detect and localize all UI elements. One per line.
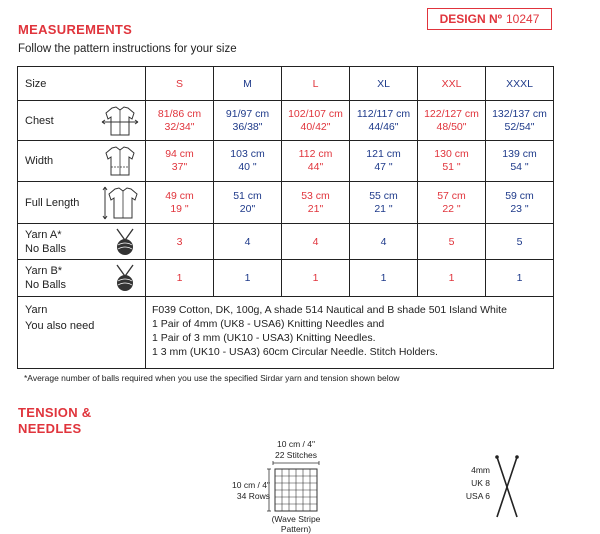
swatch-pattern-label: (Wave Stripe [271,514,321,524]
design-label: DESIGN Nº [439,12,502,26]
design-number-box [427,8,552,30]
cardigan-chest-icon [101,105,139,137]
swatch-stitches-label: 22 Stitches [274,450,318,460]
yarn-b-cell: 1 [418,260,486,297]
tension-swatch-grid [263,461,329,513]
yarn-ball-icon [111,263,139,293]
swatch-height-label: 10 cm / 4" [232,480,270,490]
length-cell: 55 cm 21 " [350,182,418,224]
yarn-a-cell: 5 [486,224,554,260]
size-row [18,67,554,101]
width-cell: 121 cm 47 " [350,141,418,182]
length-cell: 53 cm 21" [282,182,350,224]
size-header: XXXL [486,67,554,101]
chest-cell: 102/107 cm 40/42" [282,101,350,141]
length-cell: 59 cm 23 " [486,182,554,224]
yarn-description: F039 Cotton, DK, 100g, A shade 514 Nautical and B shade 501 Island White [152,304,507,316]
width-row [18,141,554,182]
yarn-a-row [18,224,554,260]
needles-heading: NEEDLES [18,421,82,436]
yarn-label: Yarn [25,304,48,316]
yarn-b-cell: 1 [214,260,282,297]
chest-cell: 91/97 cm 36/38" [214,101,282,141]
yarn-a-cell: 5 [418,224,486,260]
yarn-b-cell: 1 [146,260,214,297]
chest-label: Chest [25,114,54,127]
measurements-heading: MEASUREMENTS [18,22,133,37]
yarn-info-row [18,297,554,369]
yarn-b-row [18,260,554,297]
swatch-rows-label: 34 Rows [236,491,270,501]
yarn-a-cell: 4 [214,224,282,260]
size-header: M [214,67,282,101]
size-header: S [146,67,214,101]
yarn-b-label: Yarn B* [25,265,63,277]
length-label: Full Length [25,196,80,209]
size-label: Size [18,67,146,101]
needle-mm-label: 4mm [471,465,490,475]
cardigan-length-icon [101,185,139,221]
yarn-a-cell: 3 [146,224,214,260]
width-cell: 112 cm 44" [282,141,350,182]
tension-heading: TENSION & [18,405,92,420]
chest-cell: 122/127 cm 48/50" [418,101,486,141]
footnote: *Average number of balls required when you use the specified Sirdar yarn and tension shown below [24,373,400,383]
yarn-a-label: Yarn A* [25,228,62,241]
yarn-b-cell: 1 [282,260,350,297]
chest-cell: 112/117 cm 44/46" [350,101,418,141]
width-cell: 130 cm 51 " [418,141,486,182]
yarn-b-cell: 1 [350,260,418,297]
chest-cell: 81/86 cm 32/34" [146,101,214,141]
needle-usa-label: USA 6 [465,491,490,501]
swatch-width-label: 10 cm / 4" [277,439,315,449]
chest-cell: 132/137 cm 52/54" [486,101,554,141]
size-header: L [282,67,350,101]
swatch-pattern-label-2: Pattern) [280,524,312,534]
cardigan-width-icon [101,145,139,177]
length-cell: 57 cm 22 " [418,182,486,224]
yarn-b-cell: 1 [486,260,554,297]
knitting-needles-icon [493,454,523,520]
needle-uk-label: UK 8 [471,478,490,488]
size-header: XXL [418,67,486,101]
width-cell: 139 cm 54 " [486,141,554,182]
yarn-a-balls-label: No Balls [25,242,66,255]
intro-text: Follow the pattern instructions for your size [18,43,237,55]
also-need-label: You also need [25,320,95,332]
need-item: 1 Pair of 3 mm (UK10 - USA3) Knitting Needles. [152,332,376,344]
yarn-ball-icon [111,227,139,257]
need-item: 1 Pair of 4mm (UK8 - USA6) Knitting Needles and [152,318,385,330]
measurements-table [17,66,554,369]
length-cell: 51 cm 20" [214,182,282,224]
yarn-a-cell: 4 [350,224,418,260]
size-header: XL [350,67,418,101]
design-number: 10247 [506,12,540,26]
length-cell: 49 cm 19 " [146,182,214,224]
yarn-b-balls-label: No Balls [25,279,66,291]
yarn-a-cell: 4 [282,224,350,260]
length-row [18,182,554,224]
need-item: 1 3 mm (UK10 - USA3) 60cm Circular Needle. Stitch Holders. [152,346,438,358]
width-cell: 94 cm 37" [146,141,214,182]
chest-row [18,101,554,141]
width-cell: 103 cm 40 " [214,141,282,182]
width-label: Width [25,155,54,167]
